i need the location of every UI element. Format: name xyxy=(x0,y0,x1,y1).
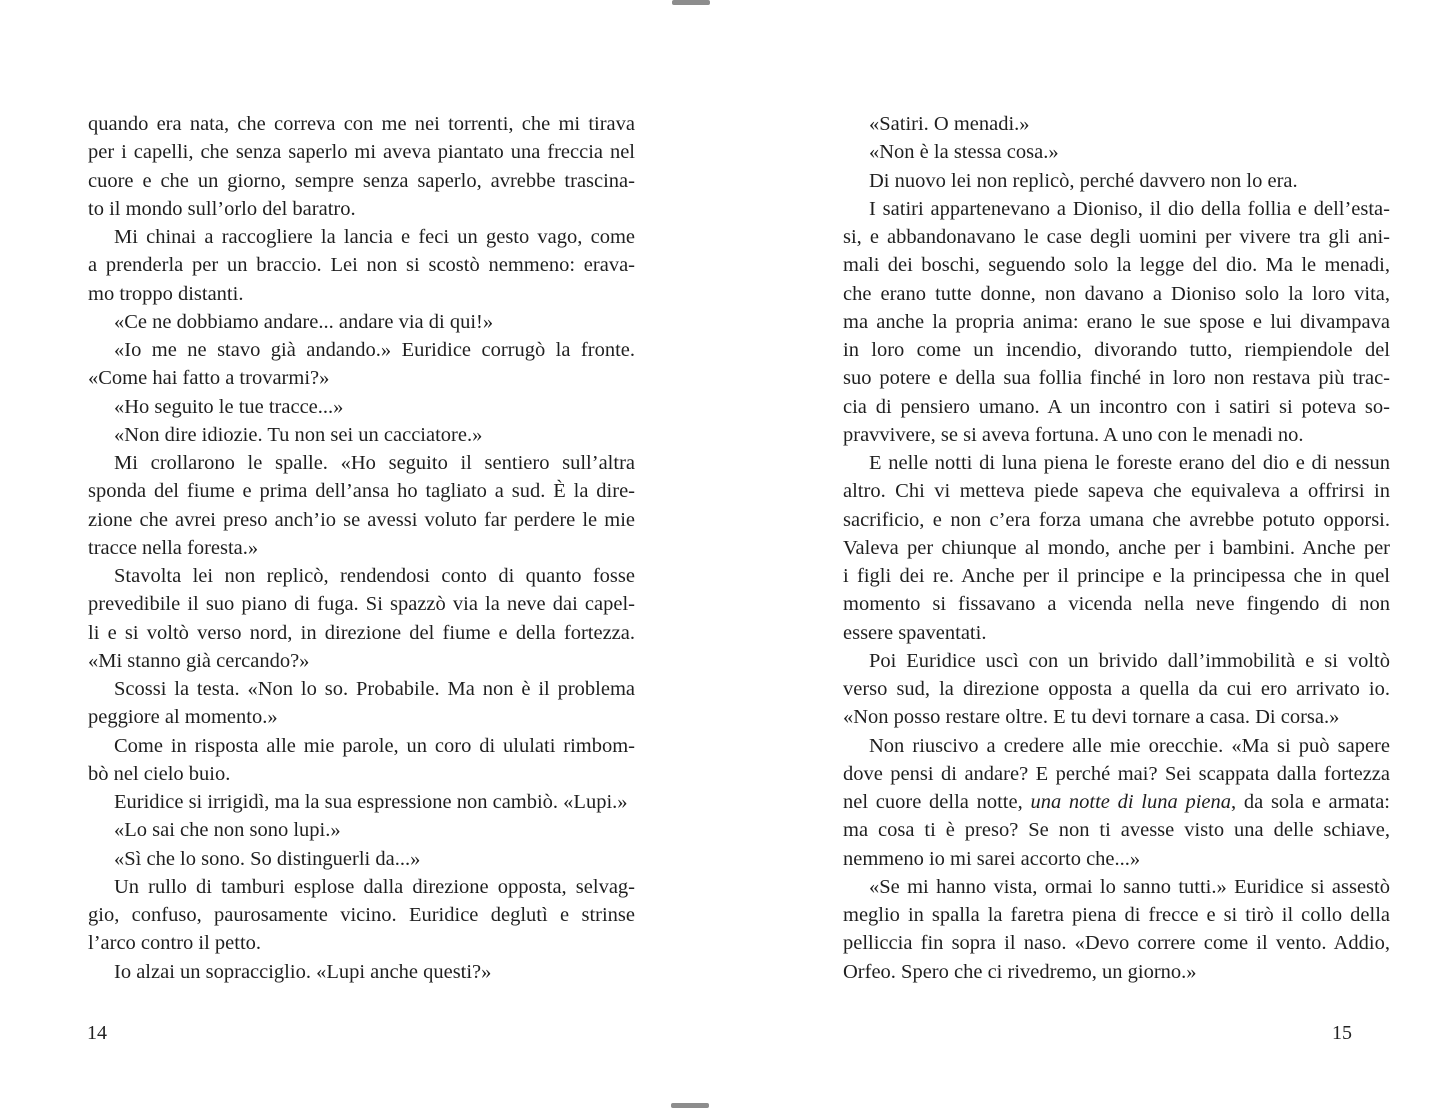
text-line: «Ce ne dobbiamo andare... andare via di qui!» xyxy=(114,310,494,333)
text-line: che erano tutte donne, non davano a Dioniso solo la loro vita, xyxy=(843,282,1390,305)
text-line: Poi Euridice uscì con un brivido dall’immobilità e si voltò xyxy=(869,649,1390,672)
text-line: momento si fissavano a vicenda nella neve fingendo di non xyxy=(843,593,1390,616)
text-line: I satiri appartenevano a Dioniso, il dio della follia e dell’esta- xyxy=(869,197,1390,220)
text-line: ma anche la propria anima: erano le sue spose e lui divampava xyxy=(843,310,1390,333)
text-line: zione che avrei preso anch’io se avessi voluto far perdere le mie xyxy=(88,508,635,531)
text-line: «Se mi hanno vista, ormai lo sanno tutti.» Euridice si assestò xyxy=(869,875,1390,898)
text-line: si, e abbandonavano le case degli uomini per vivere tra gli ani- xyxy=(843,226,1390,248)
text-line: altro. Chi vi metteva piede sapeva che equivaleva a offrirsi in xyxy=(843,480,1390,503)
text-line: a prenderla per un braccio. Lei non si scostò nemmeno: erava- xyxy=(88,254,635,277)
text-line: Scossi la testa. «Non lo so. Probabile. Ma non è il problema xyxy=(114,678,635,700)
text-line: verso sud, la direzione opposta a quella da cui ero arrivato io. xyxy=(843,678,1390,700)
page-bottom-mark xyxy=(671,1103,709,1108)
text-line: li e si voltò verso nord, in direzione del fiume e della fortezza. xyxy=(88,621,635,644)
text-line: «Non posso restare oltre. E tu devi tornare a casa. Di corsa.» xyxy=(843,706,1340,729)
page-number-left: 14 xyxy=(87,1022,107,1044)
text-line: «Satiri. O menadi.» xyxy=(869,113,1030,135)
text-line: dove pensi di andare? E perché mai? Sei scappata dalla fortezza xyxy=(843,762,1390,785)
text-line: Orfeo. Spero che ci rivedremo, un giorno.» xyxy=(843,960,1197,983)
italic-phrase: una notte di luna piena xyxy=(1030,791,1232,813)
text-line: per i capelli, che senza saperlo mi aveva piantato una freccia nel xyxy=(88,141,635,164)
text-line: sacrificio, e non c’era forza umana che avrebbe potuto opporsi. xyxy=(843,508,1390,531)
text-line: tracce nella foresta.» xyxy=(88,536,259,559)
text-line: Non riuscivo a credere alle mie orecchie. «Ma si può sapere xyxy=(869,734,1390,757)
text-line: l’arco contro il petto. xyxy=(88,932,262,955)
page-number-right: 15 xyxy=(1332,1022,1352,1044)
text-segment: , da sola e armata: xyxy=(1231,791,1390,813)
text-line: pelliccia fin sopra il naso. «Devo correre come il vento. Addio, xyxy=(843,932,1390,955)
text-line: bò nel cielo buio. xyxy=(88,762,231,785)
text-line: «Ho seguito le tue tracce...» xyxy=(114,395,344,418)
text-line: Come in risposta alle mie parole, un coro di ululati rimbom- xyxy=(114,734,635,757)
text-line: «Non dire idiozie. Tu non sei un cacciatore.» xyxy=(114,423,483,446)
text-line: ma cosa ti è preso? Se non ti avesse visto una delle schiave, xyxy=(843,819,1390,842)
text-line: Mi chinai a raccogliere la lancia e feci un gesto vago, come xyxy=(114,226,635,248)
text-line: to il mondo sull’orlo del baratro. xyxy=(88,197,356,220)
text-line: pravvivere, se si aveva fortuna. A uno con le menadi no. xyxy=(843,423,1304,446)
text-line: gio, confuso, paurosamente vicino. Euridice deglutì e strinse xyxy=(88,904,635,926)
text-segment: nel cuore della notte, xyxy=(843,791,1031,813)
page-right-text xyxy=(843,110,1390,986)
text-line: cuore e che un giorno, sempre senza saperlo, avrebbe trascina- xyxy=(88,169,635,192)
text-line: «Mi stanno già cercando?» xyxy=(88,649,310,672)
text-line: sponda del fiume e prima dell’ansa ho tagliato a sud. È la dire- xyxy=(88,480,635,503)
text-line: in loro come un incendio, divorando tutto, riempiendole del xyxy=(843,339,1390,361)
text-line: mo troppo distanti. xyxy=(88,282,244,305)
text-line: suo potere e della sua follia finché in loro non restava più trac- xyxy=(843,367,1390,390)
text-line: «Come hai fatto a trovarmi?» xyxy=(88,367,330,390)
text-line: quando era nata, che correva con me nei torrenti, che mi tirava xyxy=(88,113,635,135)
text-line: Euridice si irrigidì, ma la sua espressione non cambiò. «Lupi.» xyxy=(114,791,628,813)
text-line: cia di pensiero umano. A un incontro con i satiri si poteva so- xyxy=(843,395,1390,418)
text-line: Di nuovo lei non replicò, perché davvero non lo era. xyxy=(869,169,1298,192)
text-line: peggiore al momento.» xyxy=(88,706,278,729)
text-line: meglio in spalla la faretra piena di frecce e si tirò il collo della xyxy=(843,904,1390,926)
text-line: «Lo sai che non sono lupi.» xyxy=(114,819,341,842)
text-line: Valeva per chiunque al mondo, anche per i bambini. Anche per xyxy=(843,536,1390,559)
page-top-mark xyxy=(672,0,710,5)
text-line xyxy=(843,788,1390,816)
text-line: «Io me ne stavo già andando.» Euridice corrugò la fronte. xyxy=(114,339,635,361)
text-line: Un rullo di tamburi esplose dalla direzione opposta, selvag- xyxy=(114,875,635,898)
page-left-text xyxy=(88,110,635,986)
text-line: nemmeno io mi sarei accorto che...» xyxy=(843,847,1141,870)
text-line: «Sì che lo sono. So distinguerli da...» xyxy=(114,847,421,870)
text-line: E nelle notti di luna piena le foreste erano del dio e di nessun xyxy=(869,452,1390,474)
text-line: mali dei boschi, seguendo solo la legge del dio. Ma le menadi, xyxy=(843,254,1390,277)
text-line: Mi crollarono le spalle. «Ho seguito il sentiero sull’altra xyxy=(114,452,635,474)
text-line: prevedibile il suo piano di fuga. Si spazzò via la neve dai capel- xyxy=(88,593,635,616)
text-line: «Non è la stessa cosa.» xyxy=(869,141,1059,164)
text-line: i figli dei re. Anche per il principe e la principessa che in quel xyxy=(843,565,1390,587)
text-line: essere spaventati. xyxy=(843,621,987,644)
text-line: Stavolta lei non replicò, rendendosi conto di quanto fosse xyxy=(114,565,635,587)
text-line: Io alzai un sopracciglio. «Lupi anche questi?» xyxy=(114,960,492,983)
